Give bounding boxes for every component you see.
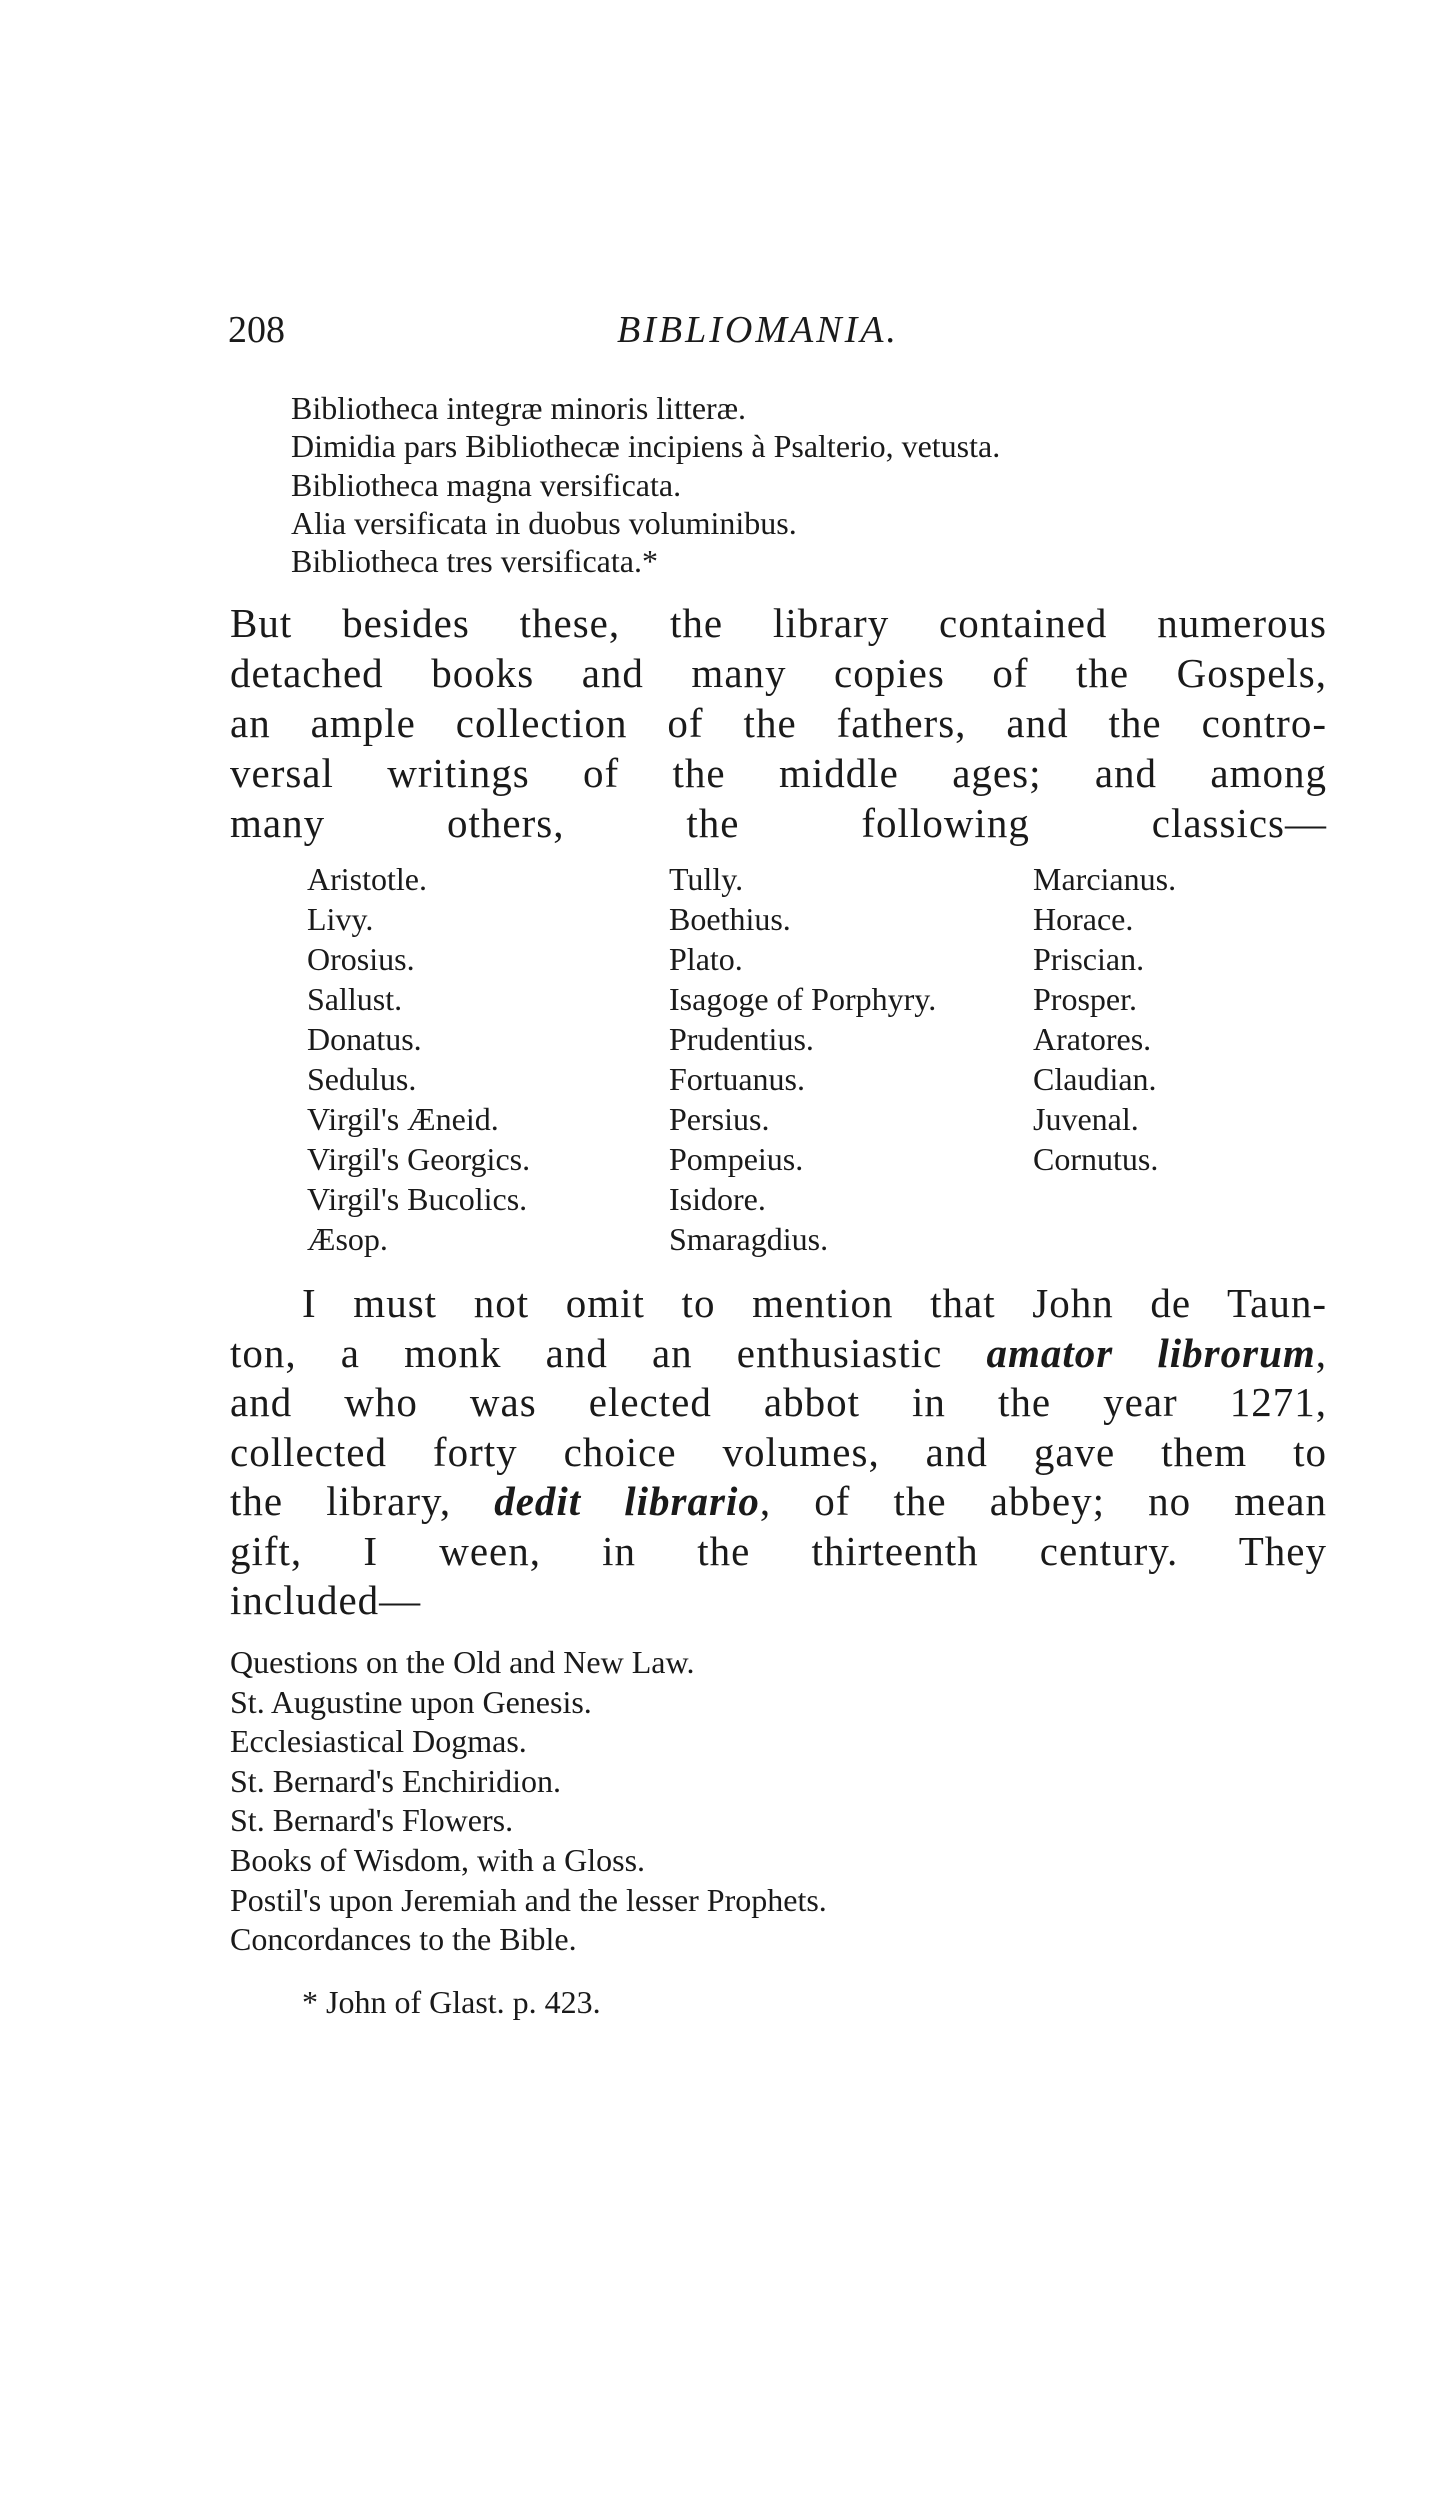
text-line: [230, 598, 1327, 648]
text-line: [302, 1278, 1327, 1328]
text-span: But besides these, the library contained numerous: [230, 600, 1327, 646]
classic-author: Orosius.: [307, 941, 415, 977]
text-line: [230, 1476, 1327, 1526]
classic-author: Cornutus.: [1033, 1141, 1159, 1177]
list-item: Ecclesiastical Dogmas.: [230, 1723, 527, 1760]
text-span: , of the abbey; no mean: [759, 1478, 1327, 1524]
running-title: BIBLIOMANIA.: [617, 309, 899, 351]
text-span: an ample collection of the fathers, and the contro-: [230, 700, 1327, 746]
classic-author: Persius.: [669, 1101, 770, 1137]
classic-author: Aristotle.: [307, 861, 427, 897]
page-number: 208: [228, 309, 285, 351]
text-line: [230, 1377, 1327, 1427]
classic-author: Claudian.: [1033, 1061, 1157, 1097]
classic-author: Pompeius.: [669, 1141, 804, 1177]
text-span: and who was elected abbot in the year 1271,: [230, 1379, 1327, 1425]
classic-author: Fortuanus.: [669, 1061, 805, 1097]
text-line: [230, 1575, 421, 1625]
classic-author: Isagoge of Porphyry.: [669, 981, 937, 1017]
classic-author: Virgil's Georgics.: [307, 1141, 531, 1177]
text-line: [230, 698, 1327, 748]
text-span: collected forty choice volumes, and gave them to: [230, 1428, 1327, 1475]
list-item: Questions on the Old and New Law.: [230, 1644, 695, 1680]
text-span: many others, the following classics—: [230, 800, 1327, 846]
classic-author: Sedulus.: [307, 1061, 417, 1097]
text-span: I must not omit to mention that John de Taun-: [302, 1280, 1327, 1326]
latin-phrase: amator librorum: [986, 1329, 1316, 1376]
list-item: Postil's upon Jeremiah and the lesser Prophets.: [230, 1881, 827, 1918]
list-item: St. Bernard's Enchiridion.: [230, 1762, 562, 1799]
classic-author: Virgil's Æneid.: [307, 1101, 499, 1137]
classic-author: Juvenal.: [1033, 1101, 1139, 1137]
list-item: Concordances to the Bible.: [230, 1921, 577, 1958]
classic-author: Horace.: [1033, 901, 1134, 937]
latin-phrase: dedit librario: [494, 1478, 760, 1524]
classic-author: Marcianus.: [1033, 861, 1177, 897]
list-item: Dimidia pars Bibliothecæ incipiens à Psalterio, vetusta.: [291, 428, 1001, 465]
classic-author: Aratores.: [1033, 1021, 1152, 1057]
text-span: ton, a monk and an enthusiastic: [230, 1329, 987, 1376]
classic-author: Prudentius.: [669, 1021, 814, 1057]
list-item: St. Bernard's Flowers.: [230, 1802, 514, 1839]
text-line: [230, 648, 1327, 698]
list-item: Bibliotheca magna versificata.: [291, 466, 682, 503]
text-span: gift, I ween, in the thirteenth century. They: [230, 1527, 1327, 1574]
text-line: [230, 798, 1327, 848]
text-span: ,: [1315, 1329, 1328, 1376]
list-item: Alia versificata in duobus voluminibus.: [291, 504, 797, 541]
classic-author: Boethius.: [669, 901, 791, 937]
classic-author: Smaragdius.: [669, 1221, 829, 1257]
footnote: * John of Glast. p. 423.: [302, 1984, 601, 2020]
text-line: [230, 1526, 1327, 1576]
list-item: St. Augustine upon Genesis.: [230, 1683, 592, 1720]
classic-author: Plato.: [669, 941, 743, 977]
classic-author: Æsop.: [307, 1221, 388, 1257]
text-span: the library,: [230, 1478, 495, 1524]
list-item: Bibliotheca integræ minoris litteræ.: [291, 390, 747, 426]
classic-author: Priscian.: [1033, 941, 1145, 977]
text-line: [230, 1328, 1327, 1378]
classic-author: Virgil's Bucolics.: [307, 1181, 528, 1217]
classic-author: Prosper.: [1033, 981, 1137, 1017]
text-line: [230, 748, 1327, 798]
classic-author: Livy.: [307, 901, 374, 937]
classic-author: Tully.: [669, 861, 744, 897]
text-span: versal writings of the middle ages; and among: [230, 750, 1327, 796]
classic-author: Sallust.: [307, 981, 403, 1017]
classic-author: Isidore.: [669, 1181, 766, 1217]
text-span: included—: [230, 1577, 422, 1623]
list-item: Bibliotheca tres versificata.*: [291, 543, 658, 580]
text-line: [230, 1427, 1327, 1477]
classic-author: Donatus.: [307, 1021, 422, 1057]
list-item: Books of Wisdom, with a Gloss.: [230, 1842, 646, 1878]
text-span: detached books and many copies of the Gospels,: [230, 650, 1327, 696]
